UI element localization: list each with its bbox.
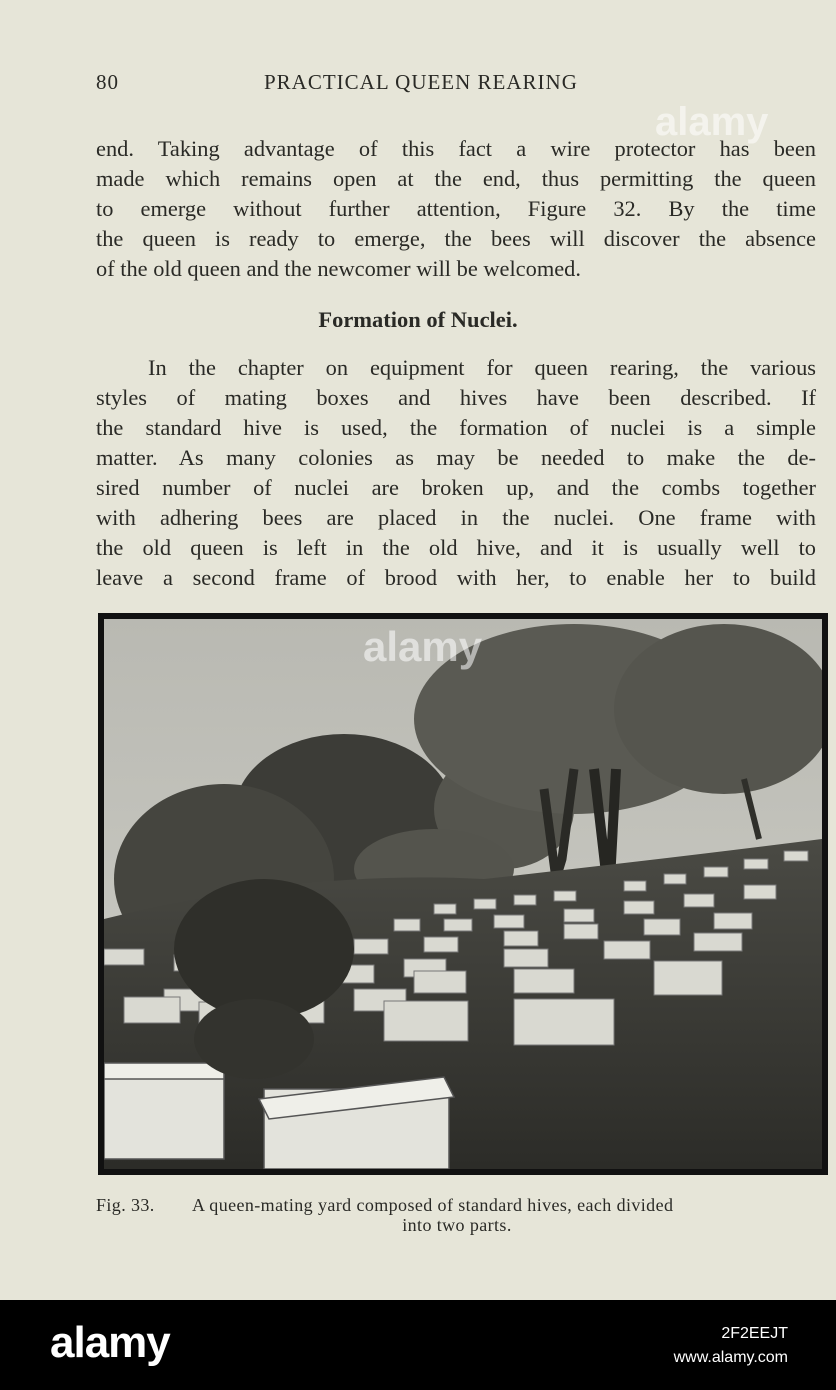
paragraph-line: matter. As many colonies as may be needed to make the de- — [96, 445, 816, 470]
alamy-logo: alamy — [50, 1318, 170, 1367]
paragraph-1 — [96, 134, 816, 284]
section-heading: Formation of Nuclei. — [318, 307, 518, 332]
alamy-watermark-photo: alamy — [363, 623, 483, 670]
paragraph-line: the standard hive is used, the formation of nuclei is a simple — [96, 415, 816, 440]
paragraph-line: to emerge without further attention, Figure 32. By the time — [96, 196, 816, 221]
figure-caption — [96, 1195, 818, 1235]
alamy-watermark-top: alamy — [655, 100, 769, 144]
paragraph-line: of the old queen and the newcomer will be welcomed. — [96, 256, 581, 281]
paragraph-line: In the chapter on equipment for queen rearing, the various — [148, 355, 816, 380]
stock-photo-footer — [0, 1300, 836, 1390]
paragraph-line: leave a second frame of brood with her, to enable her to build — [96, 565, 816, 590]
paragraph-line: with adhering bees are placed in the nuclei. One frame with — [96, 505, 816, 530]
figure-33-photo-frame — [98, 613, 828, 1175]
running-title: PRACTICAL QUEEN REARING — [264, 70, 578, 94]
paragraph-2 — [96, 353, 816, 593]
paragraph-line: styles of mating boxes and hives have been described. If — [96, 385, 816, 410]
site-url: www.alamy.com — [673, 1349, 788, 1366]
image-id: 2F2EEJT — [721, 1325, 788, 1342]
caption-line-1: A queen-mating yard composed of standard hives, each divided — [192, 1195, 674, 1215]
image-id-block — [674, 1322, 788, 1370]
queen-mating-yard-photo — [104, 619, 822, 1169]
paragraph-line: made which remains open at the end, thus permitting the queen — [96, 166, 816, 191]
running-head — [96, 70, 816, 98]
paragraph-line: the old queen is left in the old hive, and it is usually well to — [96, 535, 816, 560]
paragraph-line: sired number of nuclei are broken up, and the combs together — [96, 475, 816, 500]
figure-label: Fig. 33. — [96, 1195, 155, 1215]
paragraph-line: the queen is ready to emerge, the bees will discover the absence — [96, 226, 816, 251]
paragraph-line: end. Taking advantage of this fact a wire protector has been — [96, 136, 816, 161]
caption-line-2: into two parts. — [402, 1215, 512, 1235]
page-number: 80 — [96, 70, 119, 94]
